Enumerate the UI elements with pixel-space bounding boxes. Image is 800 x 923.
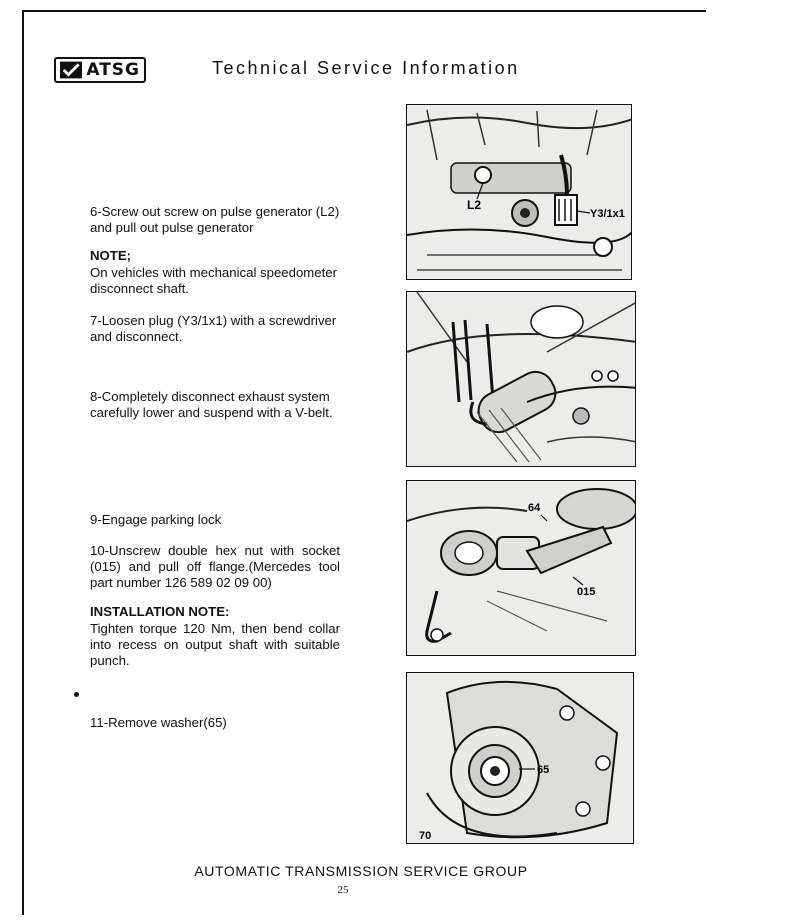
label-65: 65 [537, 764, 550, 776]
note-text: On vehicles with mechanical speedometer disconnect shaft. [90, 265, 338, 296]
atsg-logo [54, 57, 146, 83]
step-9-text: 9-Engage parking lock [90, 512, 222, 527]
label-015: 015 [577, 586, 596, 598]
step-11-text: 11-Remove washer(65) [90, 715, 227, 730]
footer-org: AUTOMATIC TRANSMISSION SERVICE GROUP [194, 863, 528, 879]
installation-note-heading: INSTALLATION NOTE: [90, 604, 230, 619]
flange-illustration [407, 481, 636, 656]
page-border-left [22, 10, 24, 915]
step-10-text: 10-Unscrew double hex nut with socket (015) and pull off flange.(Mercedes tool part number 126 589 02 09 00) [90, 543, 340, 590]
figure-washer [406, 672, 634, 844]
figure-pulse-generator [406, 104, 632, 280]
page-number: 25 [337, 884, 349, 896]
pulse-generator-illustration [407, 105, 632, 280]
washer-illustration [407, 673, 634, 844]
exhaust-illustration [407, 292, 636, 467]
page-title: Technical Service Information [212, 58, 520, 78]
step-8-text: 8-Completely disconnect exhaust system carefully lower and suspend with a V-belt. [90, 389, 333, 420]
figure-hex-nut-flange [406, 480, 636, 656]
installation-note-text: Tighten torque 120 Nm, then bend collar into recess on output shaft with suitable punch. [90, 621, 340, 668]
checkmark-icon [60, 61, 82, 79]
bullet-dot [74, 692, 79, 697]
step-7-text: 7-Loosen plug (Y3/1x1) with a screwdriver and disconnect. [90, 313, 337, 344]
logo-text: ATSG [86, 60, 140, 80]
page-border-top [22, 10, 706, 12]
label-l2: L2 [467, 198, 482, 212]
label-70: 70 [419, 830, 432, 842]
figure-exhaust-system [406, 291, 636, 467]
step-6-text: 6-Screw out screw on pulse generator (L2) and pull out pulse generator [90, 204, 340, 235]
label-64: 64 [528, 502, 541, 514]
note-heading: NOTE; [90, 248, 132, 263]
label-y3-1x1: Y3/1x1 [590, 208, 625, 220]
